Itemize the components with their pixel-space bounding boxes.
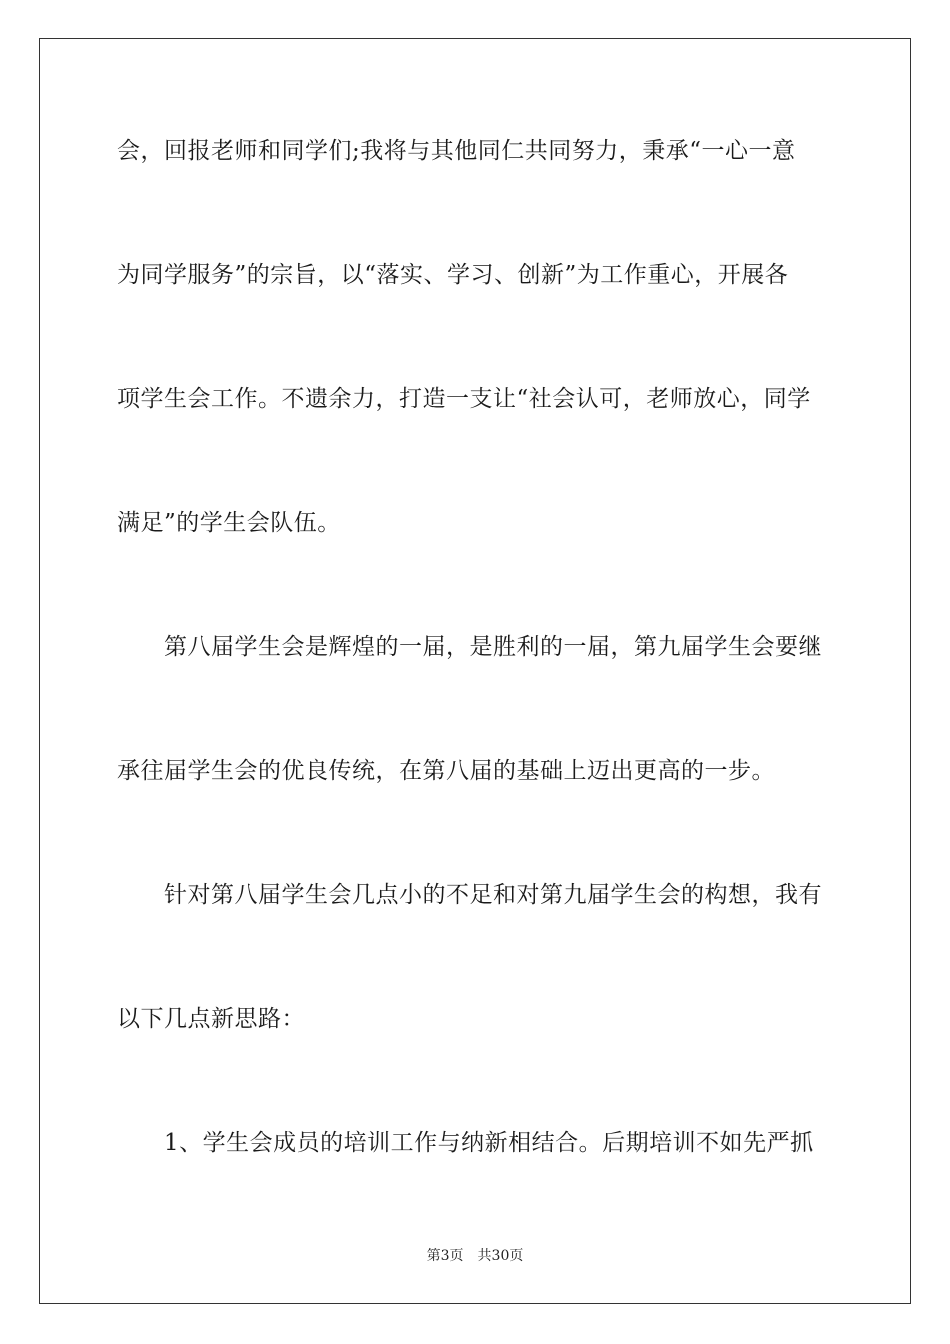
body-line: 针对第八届学生会几点小的不足和对第九届学生会的构想，我有 xyxy=(117,882,822,908)
body-line: 为同学服务”的宗旨，以“落实、学习、创新”为工作重心，开展各 xyxy=(117,262,789,288)
page-border xyxy=(39,38,911,1304)
body-line: 以下几点新思路： xyxy=(117,1006,305,1032)
page-footer xyxy=(0,1247,950,1265)
body-line: 1、学生会成员的培训工作与纳新相结合。后期培训不如先严抓 xyxy=(117,1130,814,1156)
body-line: 会，回报老师和同学们;我将与其他同仁共同努力，秉承“一心一意 xyxy=(117,138,796,164)
total-pages: 共30页 xyxy=(477,1248,524,1264)
body-line: 满足”的学生会队伍。 xyxy=(117,510,341,536)
body-line: 项学生会工作。不遗余力，打造一支让“社会认可，老师放心，同学 xyxy=(117,386,811,412)
body-line: 第八届学生会是辉煌的一届，是胜利的一届，第九届学生会要继 xyxy=(117,634,822,660)
body-line: 承往届学生会的优良传统，在第八届的基础上迈出更高的一步。 xyxy=(117,758,775,784)
page-number: 第3页 xyxy=(426,1248,464,1264)
